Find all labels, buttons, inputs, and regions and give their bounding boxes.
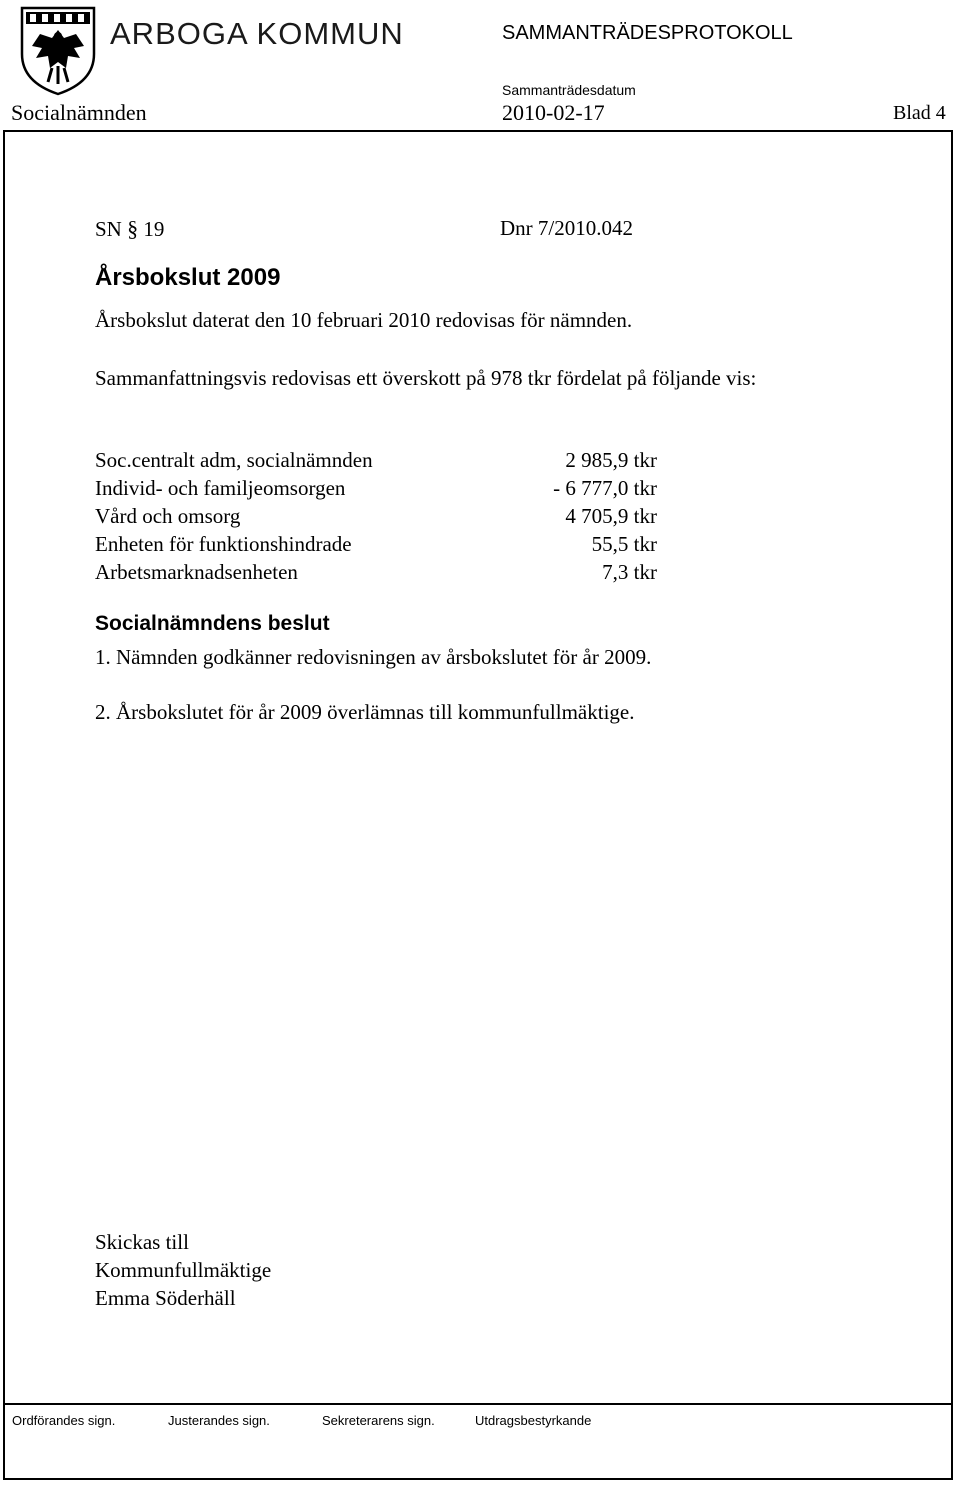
document-type: SAMMANTRÄDESPROTOKOLL (502, 22, 793, 44)
unit-label: Soc.centralt adm, socialnämnden (95, 448, 373, 472)
case-number (95, 216, 164, 242)
adjuster-signature-label: Justerandes sign. (168, 1413, 270, 1428)
registration-number: Dnr 7/2010.042 (500, 216, 633, 240)
table-row (95, 530, 657, 558)
unit-value: 2 985,9 tkr (565, 448, 657, 472)
signature-divider (3, 1403, 953, 1405)
decision-item: 1. Nämnden godkänner redovisningen av årsbokslutet för år 2009. (95, 645, 652, 669)
table-row (95, 502, 657, 530)
unit-label: Vård och omsorg (95, 504, 241, 528)
meeting-date: 2010-02-17 (502, 100, 605, 125)
intro-paragraph: Årsbokslut daterat den 10 februari 2010 redovisas för nämnden. (95, 308, 633, 332)
municipal-coat-of-arms-logo (18, 4, 98, 96)
decision-item: 2. Årsbokslutet för år 2009 överlämnas till kommunfullmäktige. (95, 700, 635, 724)
distribution-heading: Skickas till (95, 1230, 189, 1254)
summary-paragraph: Sammanfattningsvis redovisas ett överskott på 978 tkr fördelat på följande vis: (95, 366, 757, 390)
chair-signature-label: Ordförandes sign. (12, 1413, 116, 1428)
distribution-recipient: Kommunfullmäktige (95, 1258, 272, 1282)
table-row (95, 474, 657, 502)
unit-value: 55,5 tkr (591, 532, 657, 556)
committee-name: Socialnämnden (11, 100, 147, 125)
distribution-recipient: Emma Söderhäll (95, 1286, 236, 1310)
section-symbol: § (127, 216, 139, 241)
unit-label: Enheten för funktionshindrade (95, 532, 352, 556)
case-number-value: 19 (143, 217, 165, 241)
table-row (95, 558, 657, 586)
unit-value: 7,3 tkr (602, 560, 657, 584)
decision-heading: Socialnämndens beslut (95, 612, 330, 635)
table-row (95, 446, 657, 474)
unit-value: 4 705,9 tkr (565, 504, 657, 528)
extract-certification-label: Utdragsbestyrkande (475, 1413, 592, 1428)
organization-name: ARBOGA KOMMUN (110, 16, 404, 51)
secretary-signature-label: Sekreterarens sign. (322, 1413, 435, 1428)
unit-label: Individ- och familjeomsorgen (95, 476, 346, 500)
meeting-date-label: Sammanträdesdatum (502, 82, 636, 98)
case-prefix: SN (95, 217, 122, 241)
surplus-breakdown-table (95, 446, 657, 586)
page-number: Blad 4 (893, 102, 946, 124)
case-title: Årsbokslut 2009 (95, 264, 281, 291)
unit-value: - 6 777,0 tkr (553, 476, 657, 500)
unit-label: Arbetsmarknadsenheten (95, 560, 298, 584)
distribution-list (95, 1228, 271, 1312)
